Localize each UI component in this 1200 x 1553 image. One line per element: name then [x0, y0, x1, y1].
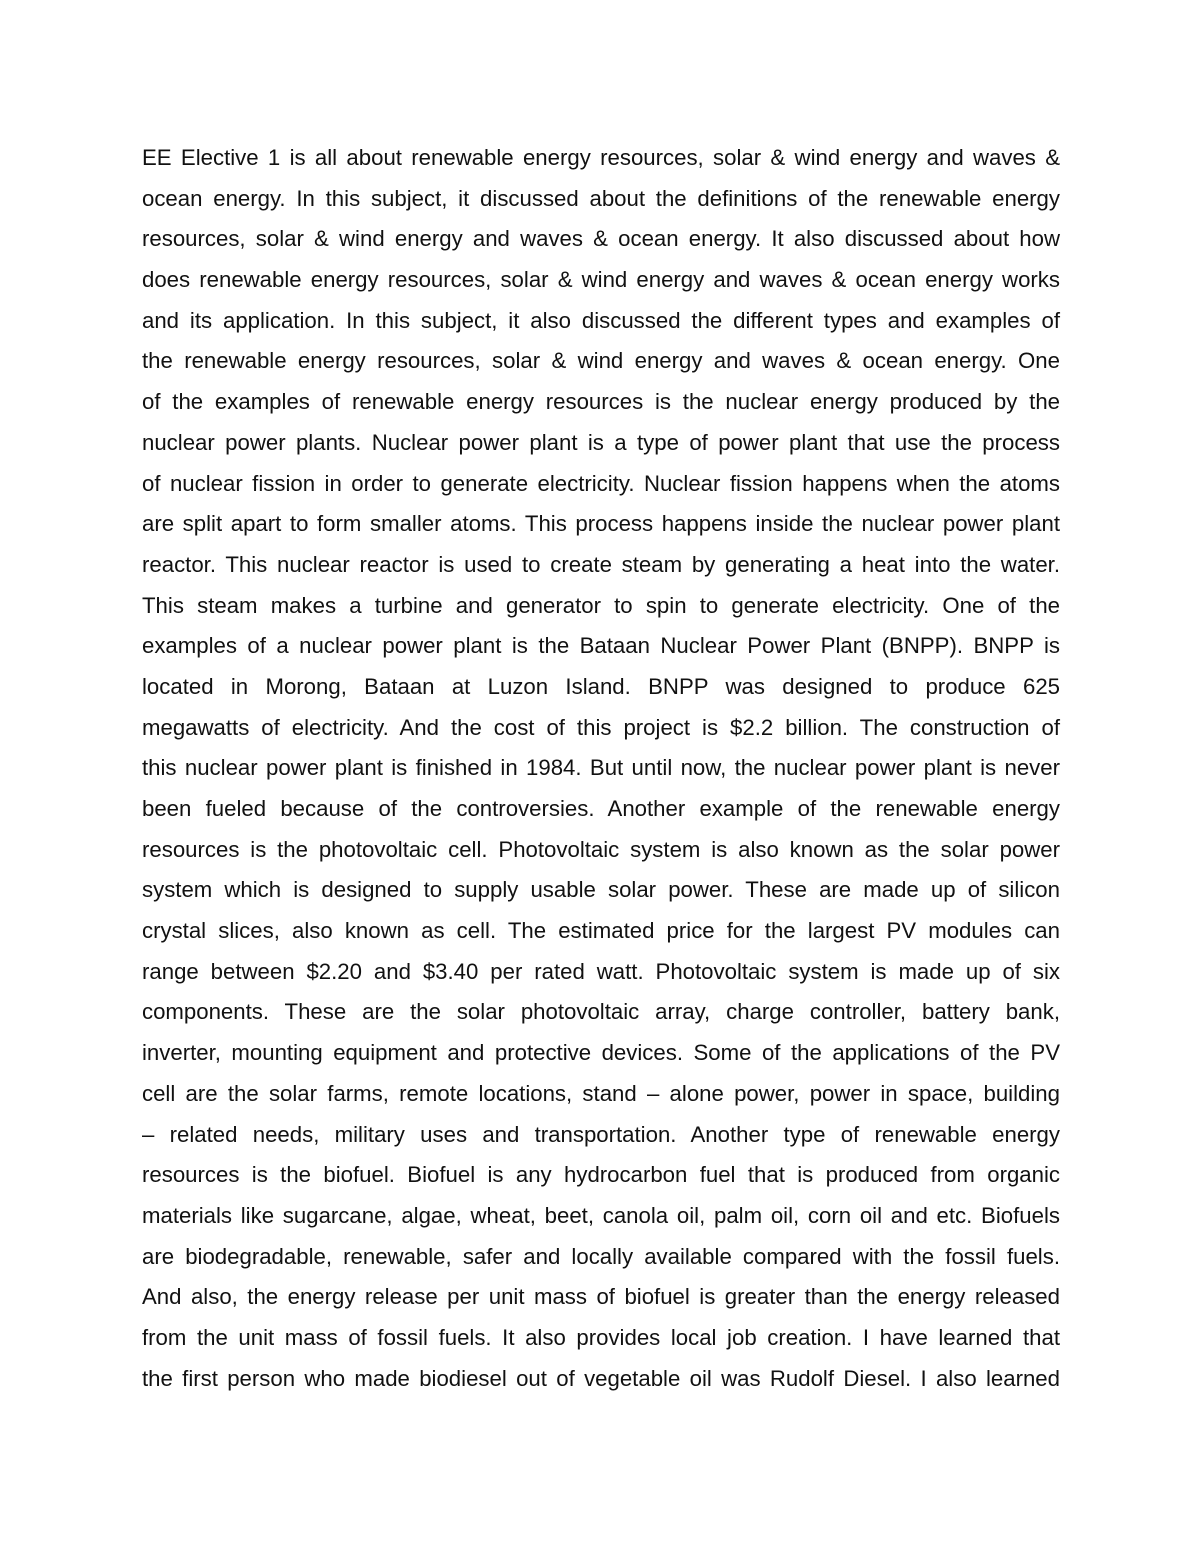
text-line: this nuclear power plant is finished in 1984. But until now, the nuclear power plant is never [142, 755, 1060, 781]
text-line: located in Morong, Bataan at Luzon Island. BNPP was designed to produce 625 [142, 673, 1060, 699]
text-line: materials like sugarcane, algae, wheat, beet, canola oil, palm oil, corn oil and etc. Biofuels [142, 1202, 1060, 1228]
body-paragraph [142, 138, 1060, 1399]
text-line: resources is the biofuel. Biofuel is any hydrocarbon fuel that is produced from organic [142, 1162, 1060, 1188]
text-line: the renewable energy resources, solar & wind energy and waves & ocean energy. One [142, 348, 1060, 374]
text-line: cell are the solar farms, remote locations, stand – alone power, power in space, building [142, 1080, 1060, 1106]
text-line: inverter, mounting equipment and protective devices. Some of the applications of the PV [142, 1040, 1060, 1066]
text-line: been fueled because of the controversies. Another example of the renewable energy [142, 796, 1060, 821]
text-line: – related needs, military uses and transportation. Another type of renewable energy [142, 1121, 1060, 1147]
text-line: And also, the energy release per unit mass of biofuel is greater than the energy released [142, 1284, 1060, 1310]
text-line: examples of a nuclear power plant is the Bataan Nuclear Power Plant (BNPP). BNPP is [142, 633, 1060, 659]
text-line: resources is the photovoltaic cell. Photovoltaic system is also known as the solar power [142, 836, 1060, 862]
text-line: megawatts of electricity. And the cost of this project is $2.2 billion. The construction of [142, 714, 1060, 740]
text-line: are biodegradable, renewable, safer and locally available compared with the fossil fuels. [142, 1243, 1060, 1269]
text-line: nuclear power plants. Nuclear power plant is a type of power plant that use the process [142, 429, 1060, 455]
text-line: components. These are the solar photovoltaic array, charge controller, battery bank, [142, 999, 1060, 1025]
text-line: reactor. This nuclear reactor is used to create steam by generating a heat into the water. [142, 551, 1060, 577]
text-line: does renewable energy resources, solar & wind energy and waves & ocean energy works [142, 267, 1060, 293]
text-line: system which is designed to supply usable solar power. These are made up of silicon [142, 877, 1060, 903]
text-line: of nuclear fission in order to generate electricity. Nuclear fission happens when the atoms [142, 470, 1060, 496]
text-line: from the unit mass of fossil fuels. It also provides local job creation. I have learned that [142, 1324, 1060, 1350]
text-line: resources, solar & wind energy and waves & ocean energy. It also discussed about how [142, 226, 1060, 252]
text-line: This steam makes a turbine and generator to spin to generate electricity. One of the [142, 592, 1060, 618]
text-line: range between $2.20 and $3.40 per rated watt. Photovoltaic system is made up of six [142, 958, 1060, 984]
text-line: ocean energy. In this subject, it discussed about the definitions of the renewable energy [142, 185, 1060, 211]
text-line: are split apart to form smaller atoms. This process happens inside the nuclear power plant [142, 511, 1060, 537]
text-line: of the examples of renewable energy resources is the nuclear energy produced by the [142, 389, 1060, 415]
text-line: EE Elective 1 is all about renewable energy resources, solar & wind energy and waves & [142, 145, 1060, 170]
text-line: the first person who made biodiesel out of vegetable oil was Rudolf Diesel. I also learned [142, 1365, 1060, 1391]
text-line: crystal slices, also known as cell. The estimated price for the largest PV modules can [142, 918, 1060, 944]
text-line: and its application. In this subject, it also discussed the different types and examples of [142, 307, 1060, 333]
